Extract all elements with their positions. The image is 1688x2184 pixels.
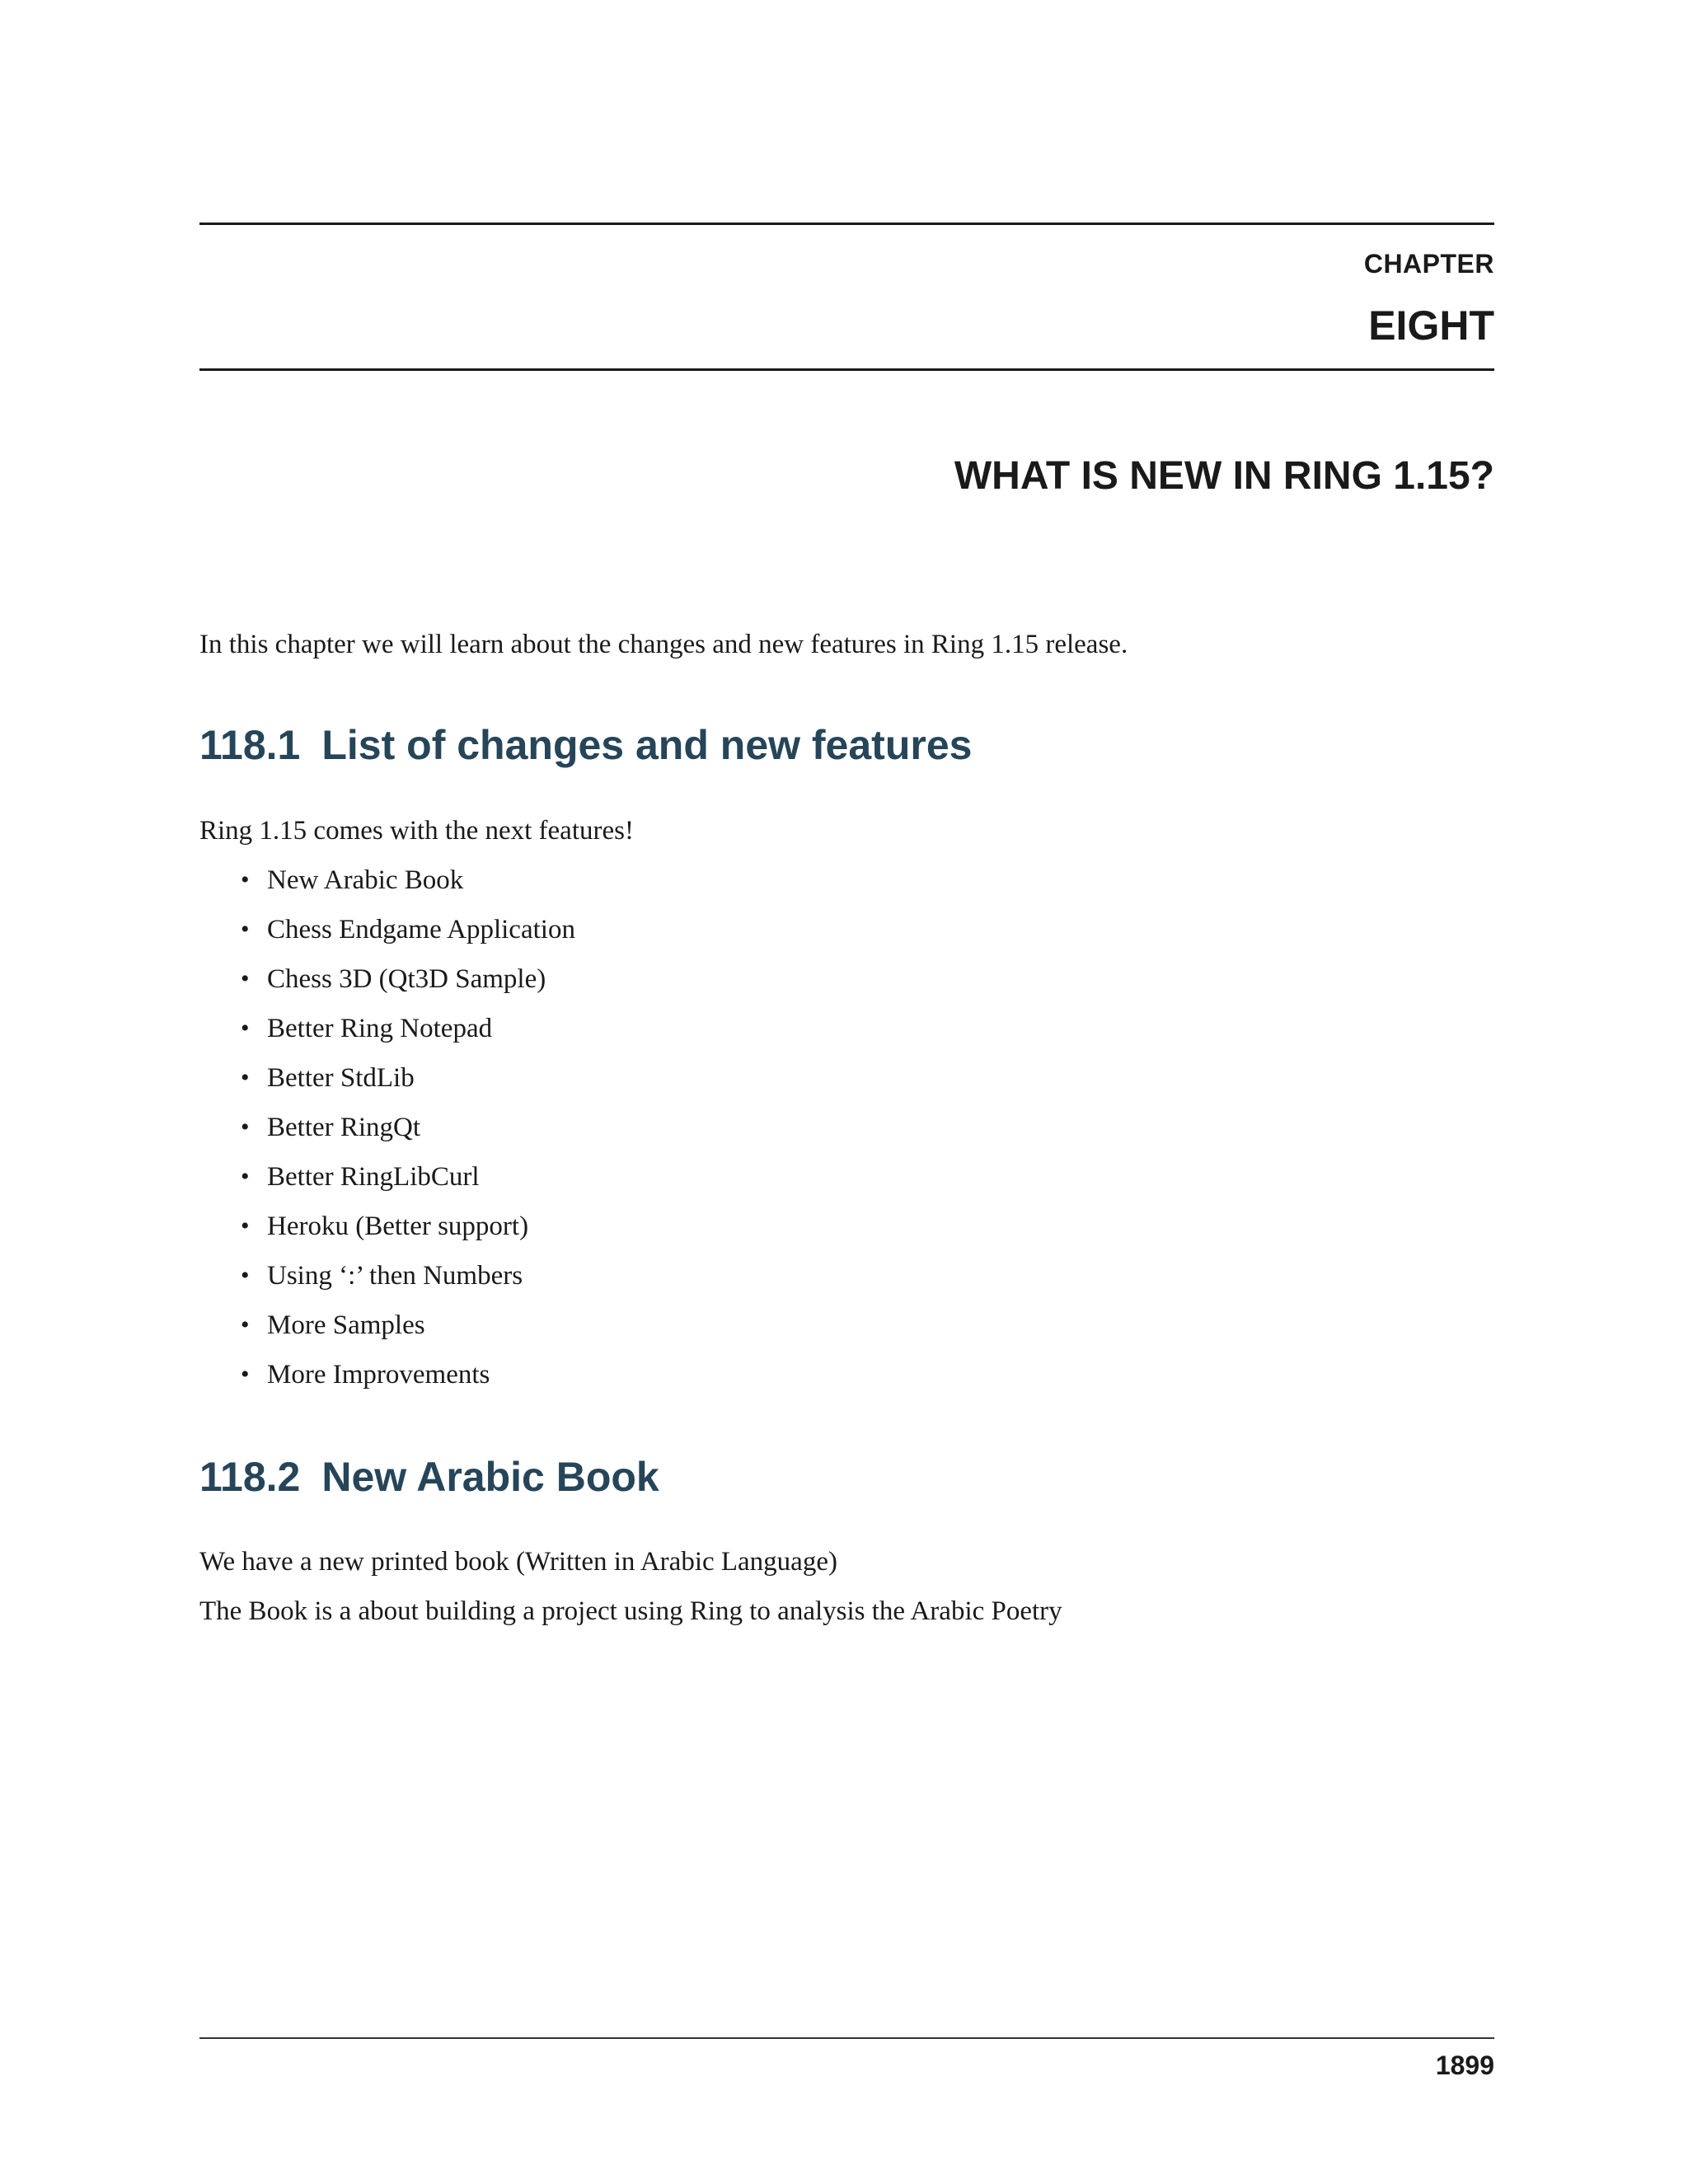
list-item: • More Improvements: [241, 1360, 490, 1390]
feature-list: [241, 864, 575, 1408]
features-lead-paragraph: Ring 1.15 comes with the next features!: [199, 816, 634, 846]
bullet-icon: •: [241, 916, 250, 943]
chapter-label: CHAPTER: [1363, 249, 1494, 279]
bullet-icon: •: [241, 866, 250, 893]
list-item: • Chess 3D (Qt3D Sample): [241, 964, 546, 994]
list-item: • Using ‘:’ then Numbers: [241, 1261, 523, 1291]
list-item: • Better RingQt: [241, 1113, 421, 1142]
list-item: • More Samples: [241, 1310, 425, 1340]
bullet-icon: •: [241, 965, 250, 992]
list-item: • Better RingLibCurl: [241, 1162, 480, 1192]
bullet-icon: •: [241, 1262, 250, 1289]
bullet-icon: •: [241, 1064, 250, 1091]
list-item: • Better Ring Notepad: [241, 1014, 493, 1043]
section-heading-changes: [199, 721, 972, 769]
chapter-title: WHAT IS NEW IN RING 1.15?: [954, 454, 1494, 498]
section-heading-arabic-book: [199, 1453, 659, 1501]
list-item: • Better StdLib: [241, 1063, 415, 1093]
bullet-icon: •: [241, 1212, 250, 1240]
bullet-icon: •: [241, 1015, 250, 1042]
bullet-icon: •: [241, 1311, 250, 1338]
chapter-top-rule: [199, 223, 1494, 225]
intro-paragraph: In this chapter we will learn about the changes and new features in Ring 1.15 release.: [199, 630, 1128, 659]
chapter-number: EIGHT: [1368, 302, 1494, 349]
list-item: • Chess Endgame Application: [241, 915, 575, 944]
list-item: • New Arabic Book: [241, 865, 464, 895]
section-title: List of changes and new features: [321, 722, 973, 768]
chapter-bottom-rule: [199, 368, 1494, 371]
section-number: 118.1: [199, 722, 301, 768]
body-paragraph: The Book is a about building a project using Ring to analysis the Arabic Poetry: [199, 1596, 1062, 1626]
bullet-icon: •: [241, 1113, 250, 1141]
body-paragraph: We have a new printed book (Written in Arabic Language): [199, 1547, 837, 1577]
list-item: • Heroku (Better support): [241, 1212, 529, 1241]
bullet-icon: •: [241, 1163, 250, 1190]
section-number: 118.2: [199, 1454, 301, 1500]
bullet-icon: •: [241, 1361, 250, 1388]
section-title: New Arabic Book: [321, 1454, 659, 1500]
footer-rule: [199, 2037, 1494, 2039]
page-number: 1899: [1435, 2050, 1494, 2080]
